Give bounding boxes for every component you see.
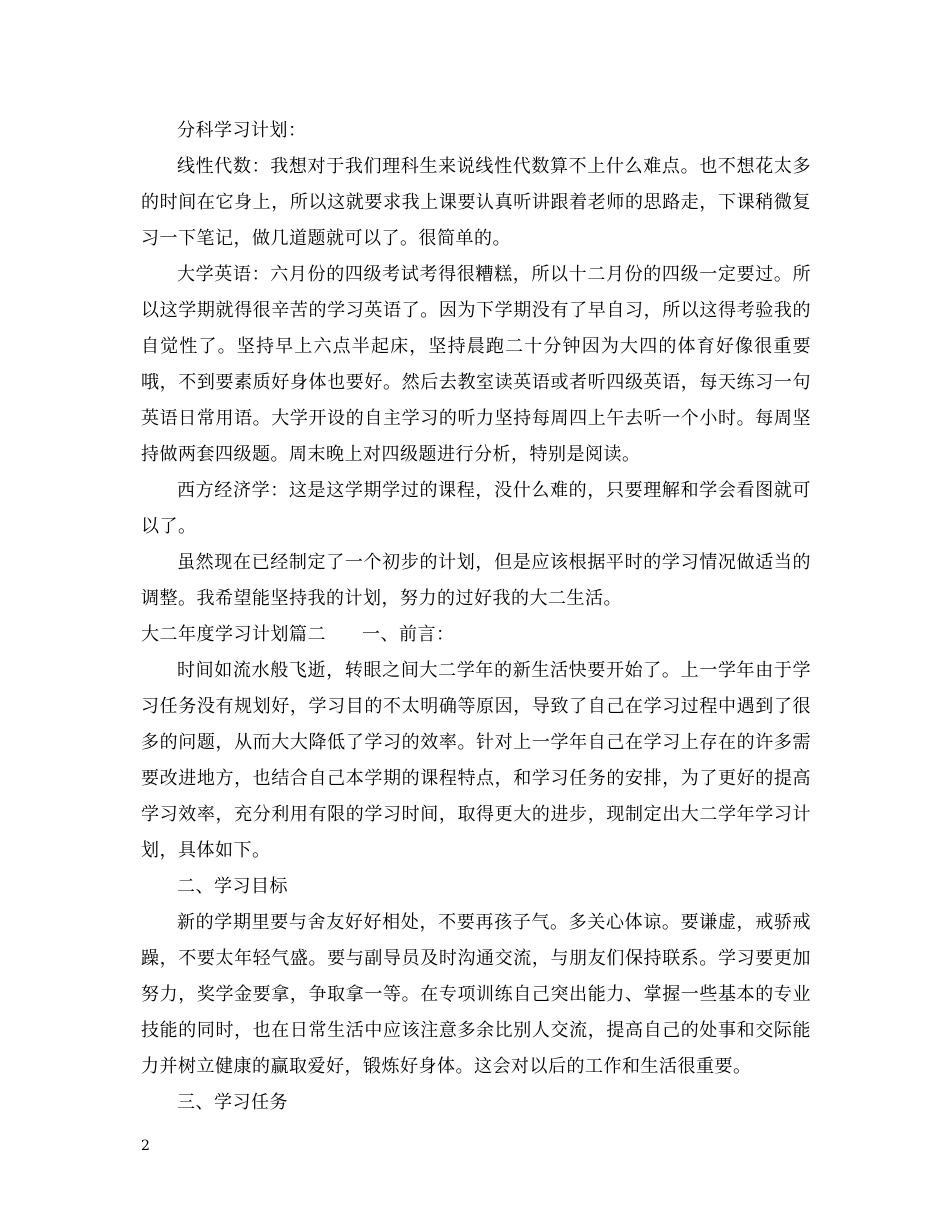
paragraph-conclusion: 虽然现在已经制定了一个初步的计划，但是应该根据平时的学习情况做适当的调整。我希望能坚持我的计划，努力的过好我的大二生活。 — [141, 552, 811, 609]
document-body — [141, 113, 811, 1121]
page-number: 2 — [141, 1138, 150, 1154]
section-heading-tasks: 三、学习任务 — [177, 1092, 288, 1113]
paragraph-linear-algebra: 线性代数：我想对于我们理科生来说线性代数算不上什么难点。也不想花太多的时间在它身上，所以这就要求我上课要认真听讲跟着老师的思路走，下课稍微复习一下笔记，做几道题就可以了。很简单的。 — [141, 156, 811, 249]
paragraph-preface: 时间如流水般飞逝，转眼之间大二学年的新生活快要开始了。上一学年由于学习任务没有规划好，学习目的不太明确等原因，导致了自己在学习过程中遇到了很多的问题，从而大大降低了学习的效率。针对上一学年自己在学习上存在的许多需要改进地方，也结合自己本学期的课程特点，和学习任务的安排，为了更好的提高学习效率，充分利用有限的学习时间，取得更大的进步，现制定出大二学年学习计划，具体如下。 — [141, 660, 811, 861]
article-title: 大二年度学习计划篇二 — [141, 624, 326, 645]
section-heading-goals: 二、学习目标 — [177, 876, 288, 897]
section-heading-preface: 一、前言： — [362, 624, 455, 645]
section-heading-subject-plan: 分科学习计划： — [177, 120, 307, 141]
paragraph-college-english: 大学英语：六月份的四级考试考得很糟糕，所以十二月份的四级一定要过。所以这学期就得很辛苦的学习英语了。因为下学期没有了早自习，所以这得考验我的自觉性了。坚持早上六点半起床，坚持晨跑二十分钟因为大四的体育好像很重要哦，不到要素质好身体也要好。然后去教室读英语或者听四级英语，每天练习一句英语日常用语。大学开设的自主学习的听力坚持每周四上午去听一个小时。每周坚持做两套四级题。周末晚上对四级题进行分析，特别是阅读。 — [141, 264, 811, 465]
paragraph-goals: 新的学期里要与舍友好好相处，不要再孩子气。多关心体谅。要谦虚，戒骄戒躁，不要太年轻气盛。要与副导员及时沟通交流，与朋友们保持联系。学习要更加努力，奖学金要拿，争取拿一等。在专项训练自己突出能力、掌握一些基本的专业技能的同时，也在日常生活中应该注意多余比别人交流，提高自己的处事和交际能力并树立健康的赢取爱好，锻炼好身体。这会对以后的工作和生活很重要。 — [141, 912, 811, 1077]
paragraph-western-economics: 西方经济学：这是这学期学过的课程，没什么难的，只要理解和学会看图就可以了。 — [141, 480, 811, 537]
article-heading-line — [141, 617, 811, 653]
